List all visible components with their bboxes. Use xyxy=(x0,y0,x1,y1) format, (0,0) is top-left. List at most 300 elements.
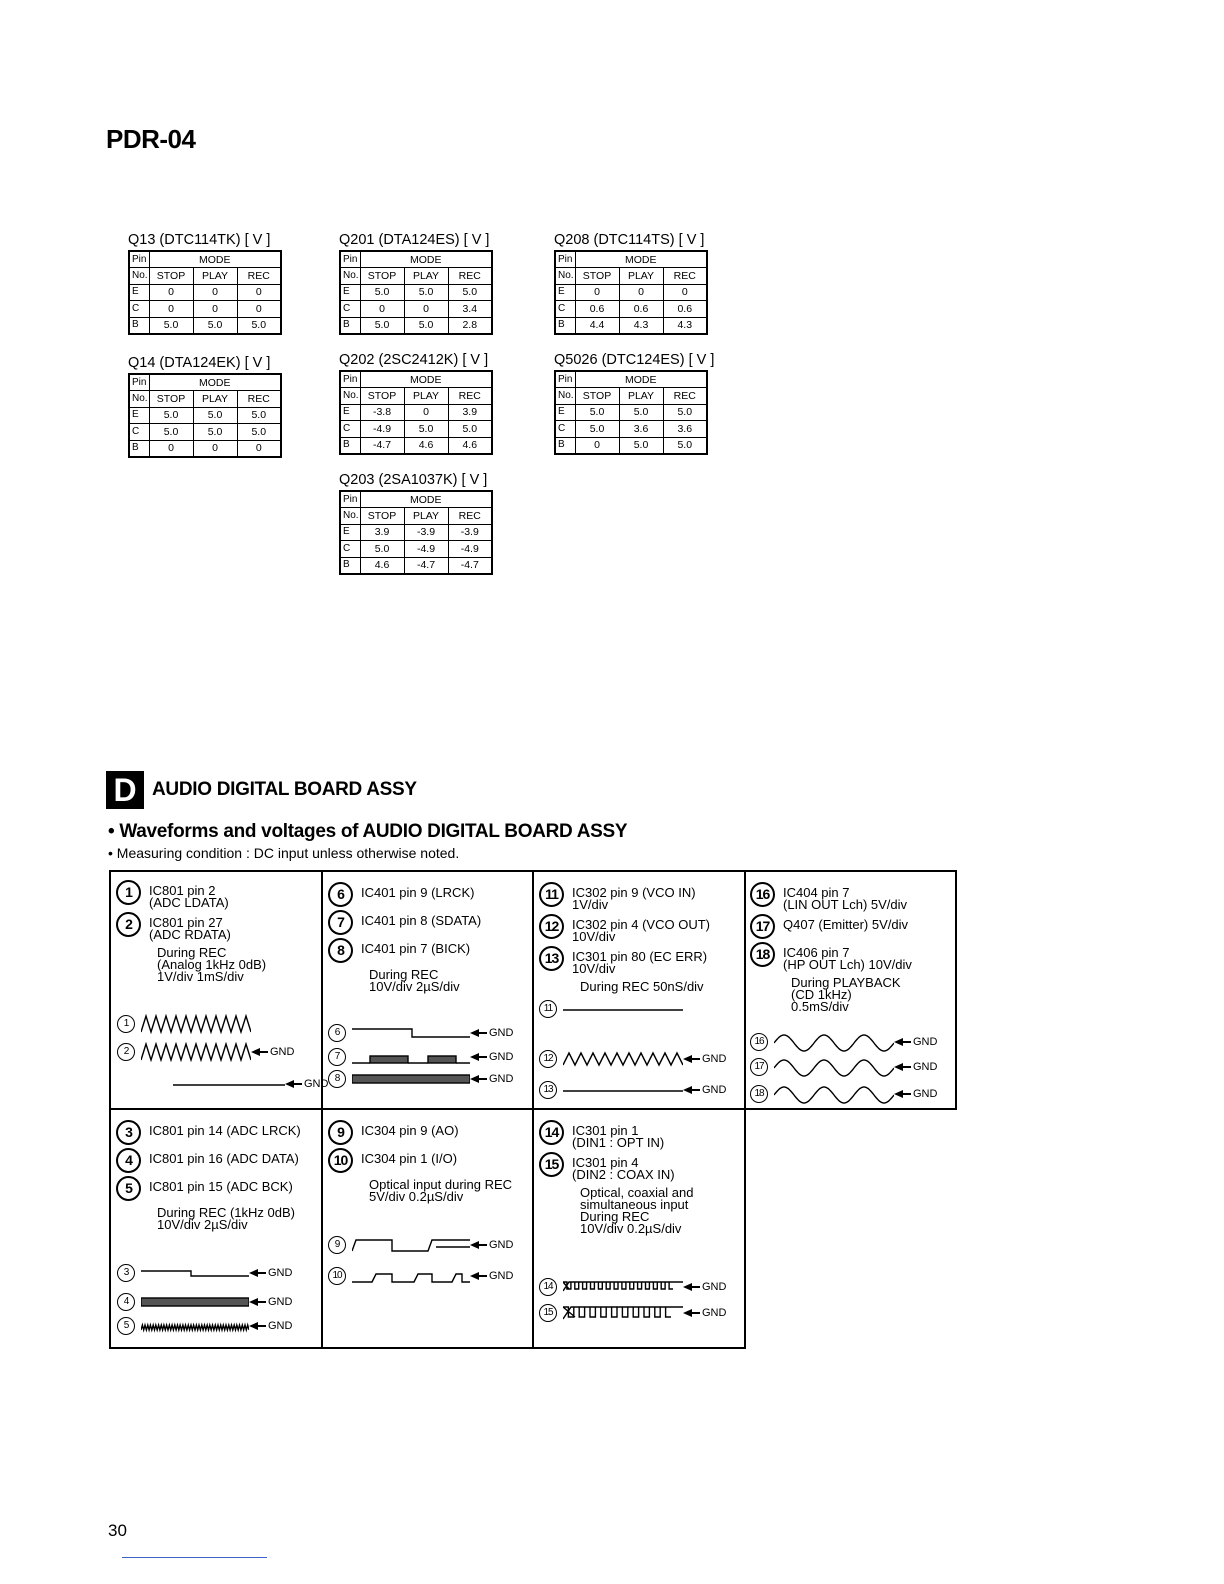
mode-header: MODE xyxy=(360,491,492,508)
table-cell: 3.6 xyxy=(663,421,707,438)
waveform-plot xyxy=(141,1014,251,1034)
gnd-label: GND xyxy=(270,1046,295,1058)
mode-header: MODE xyxy=(360,251,492,268)
probe-number: 18 xyxy=(750,942,775,967)
table-cell: -3.9 xyxy=(404,524,448,541)
table-caption: Q208 (DTC114TS) [ V ] xyxy=(554,232,705,248)
table-cell: 5.0 xyxy=(404,421,448,438)
table-cell: 5.0 xyxy=(404,317,448,334)
table-row xyxy=(555,317,707,334)
measuring-condition: • Measuring condition : DC input unless otherwise noted. xyxy=(108,845,460,861)
table-cell: 5.0 xyxy=(193,424,237,441)
stop-header: STOP xyxy=(149,391,193,408)
mode-header: MODE xyxy=(575,251,707,268)
table-cell: 0.6 xyxy=(663,301,707,318)
page-number: 30 xyxy=(108,1521,127,1540)
pin-header: Pin xyxy=(129,251,149,268)
gnd-marker xyxy=(249,1296,292,1308)
no-header: No. xyxy=(340,268,360,285)
table-cell: E xyxy=(129,407,149,424)
probe-number: 13 xyxy=(539,946,564,971)
table-cell: 0 xyxy=(404,301,448,318)
waveform-cell-16 xyxy=(750,882,950,1013)
table-cell: 0 xyxy=(575,437,619,454)
pin-header: Pin xyxy=(555,371,575,388)
table-cell: C xyxy=(129,301,149,318)
play-header: PLAY xyxy=(193,268,237,285)
probe-point-11 xyxy=(539,882,739,911)
voltage-table-q13 xyxy=(128,230,284,335)
waveform-trace-6 xyxy=(328,1022,513,1044)
table-cell: B xyxy=(555,437,575,454)
section-badge: D xyxy=(106,771,144,809)
probe-number: 8 xyxy=(328,938,353,963)
rec-header: REC xyxy=(237,391,281,408)
stop-header: STOP xyxy=(360,508,404,525)
trace-label: 7 xyxy=(328,1048,346,1066)
table-row xyxy=(555,301,707,318)
table-cell: B xyxy=(340,317,360,334)
trace-label: 18 xyxy=(750,1085,768,1103)
waveform-trace-4 xyxy=(117,1291,292,1313)
gnd-label: GND xyxy=(489,1239,514,1251)
no-header: No. xyxy=(555,388,575,405)
waveform-plot xyxy=(352,1047,470,1067)
table-cell: 5.0 xyxy=(575,421,619,438)
trace-label: 9 xyxy=(328,1236,346,1254)
probe-description: IC302 pin 4 (VCO OUT) 10V/div xyxy=(572,917,710,944)
pin-header: Pin xyxy=(340,371,360,388)
table-cell: 5.0 xyxy=(360,284,404,301)
measure-condition: During REC (Analog 1kHz 0dB) 1V/div 1mS/div xyxy=(157,945,267,984)
waveform-trace-5 xyxy=(117,1315,292,1337)
gnd-label: GND xyxy=(702,1053,727,1065)
probe-point-15 xyxy=(539,1152,739,1181)
probe-point-12 xyxy=(539,914,739,943)
section-header xyxy=(106,770,417,810)
probe-description: IC302 pin 9 (VCO IN) 1V/div xyxy=(572,885,696,912)
rec-header: REC xyxy=(448,388,492,405)
gnd-label: GND xyxy=(268,1267,293,1279)
measure-condition: During REC 10V/div 2µS/div xyxy=(369,967,460,994)
waveform-cell-14 xyxy=(539,1120,739,1235)
gnd-marker xyxy=(470,1051,513,1063)
trace-label: 10 xyxy=(328,1267,346,1285)
voltage-table xyxy=(554,370,708,455)
voltage-table xyxy=(339,370,493,455)
trace-label: 15 xyxy=(539,1304,557,1322)
rec-header: REC xyxy=(237,268,281,285)
play-header: PLAY xyxy=(404,388,448,405)
table-cell: 5.0 xyxy=(448,421,492,438)
stop-header: STOP xyxy=(360,388,404,405)
table-row xyxy=(340,437,492,454)
table-caption: Q14 (DTA124EK) [ V ] xyxy=(128,355,271,371)
waveform-cell-1 xyxy=(116,880,316,983)
measure-condition: Optical input during REC 5V/div 0.2µS/div xyxy=(369,1177,513,1204)
table-cell: -4.7 xyxy=(404,557,448,574)
rec-header: REC xyxy=(663,268,707,285)
gnd-marker xyxy=(894,1061,937,1073)
stop-header: STOP xyxy=(360,268,404,285)
table-row xyxy=(129,440,281,457)
voltage-table xyxy=(128,250,282,335)
table-cell: 0 xyxy=(237,440,281,457)
no-header: No. xyxy=(129,268,149,285)
probe-number: 14 xyxy=(539,1120,564,1145)
table-cell: 0 xyxy=(237,301,281,318)
table-cell: 0 xyxy=(149,284,193,301)
measure-condition: During REC 50nS/div xyxy=(580,979,704,994)
table-cell: C xyxy=(555,421,575,438)
table-cell: 5.0 xyxy=(149,407,193,424)
probe-number: 10 xyxy=(328,1148,353,1173)
table-cell: -4.9 xyxy=(448,541,492,558)
waveform-plot xyxy=(774,1057,894,1077)
table-cell: 0 xyxy=(575,284,619,301)
table-cell: 5.0 xyxy=(404,284,448,301)
no-header: No. xyxy=(129,391,149,408)
table-row xyxy=(340,284,492,301)
gnd-marker xyxy=(894,1088,937,1100)
waveform-trace-7 xyxy=(328,1046,513,1068)
probe-description: IC304 pin 1 (I/O) xyxy=(361,1151,458,1166)
voltage-table xyxy=(128,373,282,458)
trace-label: 3 xyxy=(117,1264,135,1282)
table-cell: C xyxy=(340,421,360,438)
table-cell: 5.0 xyxy=(149,317,193,334)
section-title: AUDIO DIGITAL BOARD ASSY xyxy=(152,779,417,800)
table-cell: 0 xyxy=(149,440,193,457)
table-caption: Q202 (2SC2412K) [ V ] xyxy=(339,352,489,368)
trace-label: 6 xyxy=(328,1024,346,1042)
trace-label: 12 xyxy=(539,1050,557,1068)
gnd-marker xyxy=(470,1239,513,1251)
table-cell: C xyxy=(340,541,360,558)
voltage-table-q201 xyxy=(339,230,495,335)
probe-point-5 xyxy=(116,1176,316,1201)
table-cell: 4.4 xyxy=(575,317,619,334)
probe-description: IC301 pin 4 (DIN2 : COAX IN) xyxy=(572,1155,675,1182)
gnd-marker xyxy=(251,1046,294,1058)
waveform-trace-1 xyxy=(117,1013,251,1035)
table-caption: Q13 (DTC114TK) [ V ] xyxy=(128,232,271,248)
probe-description: IC401 pin 7 (BICK) xyxy=(361,941,471,956)
probe-point-2 xyxy=(116,912,316,941)
gnd-marker xyxy=(683,1281,726,1293)
waveform-cell-3 xyxy=(116,1120,316,1231)
gnd-marker xyxy=(683,1084,726,1096)
gnd-label: GND xyxy=(304,1078,329,1090)
probe-point-3 xyxy=(116,1120,316,1145)
voltage-table-q203 xyxy=(339,470,495,575)
table-cell: -4.7 xyxy=(360,437,404,454)
play-header: PLAY xyxy=(619,388,663,405)
probe-number: 11 xyxy=(539,882,564,907)
trace-label: 16 xyxy=(750,1033,768,1051)
gnd-label: GND xyxy=(268,1320,293,1332)
probe-number: 16 xyxy=(750,882,775,907)
table-row xyxy=(555,437,707,454)
waveform-grid xyxy=(109,870,957,1349)
table-row xyxy=(129,301,281,318)
probe-description: IC801 pin 16 (ADC DATA) xyxy=(149,1151,299,1166)
table-cell: 0 xyxy=(404,404,448,421)
waveform-plot xyxy=(352,1023,470,1043)
table-caption: Q5026 (DTC124ES) [ V ] xyxy=(554,352,715,368)
gnd-marker xyxy=(470,1073,513,1085)
table-cell: -4.7 xyxy=(448,557,492,574)
table-row xyxy=(340,317,492,334)
probe-number: 17 xyxy=(750,914,775,939)
probe-description: IC801 pin 15 (ADC BCK) xyxy=(149,1179,293,1194)
waveform-trace-16 xyxy=(750,1031,937,1053)
probe-point-8 xyxy=(328,938,528,963)
probe-point-13 xyxy=(539,946,739,975)
gnd-marker xyxy=(470,1027,513,1039)
table-cell: 2.8 xyxy=(448,317,492,334)
waveform-trace-12 xyxy=(539,1048,726,1070)
waveform-trace-9 xyxy=(328,1234,513,1256)
gnd-label: GND xyxy=(913,1036,938,1048)
pin-header: Pin xyxy=(340,251,360,268)
table-row xyxy=(129,284,281,301)
table-cell: 0 xyxy=(619,284,663,301)
play-header: PLAY xyxy=(404,268,448,285)
table-cell: 4.3 xyxy=(619,317,663,334)
gnd-label: GND xyxy=(702,1281,727,1293)
waveform-plot xyxy=(141,1292,249,1312)
gnd-label: GND xyxy=(913,1088,938,1100)
table-cell: 4.6 xyxy=(448,437,492,454)
table-cell: -4.9 xyxy=(360,421,404,438)
table-cell: -3.9 xyxy=(448,524,492,541)
waveform-cell-11 xyxy=(539,882,739,993)
gnd-label: GND xyxy=(489,1027,514,1039)
gnd-marker xyxy=(894,1036,937,1048)
waveform-trace-2 xyxy=(117,1041,294,1063)
waveform-trace-3 xyxy=(117,1262,292,1284)
table-cell: 5.0 xyxy=(237,424,281,441)
gnd-label: GND xyxy=(913,1061,938,1073)
table-row xyxy=(340,404,492,421)
table-cell: 0 xyxy=(149,301,193,318)
waveform-plot xyxy=(563,1303,683,1323)
waveform-trace-14 xyxy=(539,1276,726,1298)
table-row xyxy=(129,424,281,441)
table-cell: B xyxy=(129,440,149,457)
probe-description: Q407 (Emitter) 5V/div xyxy=(783,917,908,932)
table-row xyxy=(555,404,707,421)
trace-label: 1 xyxy=(117,1015,135,1033)
stop-header: STOP xyxy=(149,268,193,285)
voltage-table xyxy=(339,250,493,335)
waveform-plot xyxy=(141,1263,249,1283)
probe-point-7 xyxy=(328,910,528,935)
table-row xyxy=(340,557,492,574)
table-cell: 0 xyxy=(663,284,707,301)
probe-number: 1 xyxy=(116,880,141,905)
table-row xyxy=(129,407,281,424)
table-cell: 0 xyxy=(193,301,237,318)
table-row xyxy=(340,421,492,438)
probe-description: IC401 pin 9 (LRCK) xyxy=(361,885,475,900)
probe-description: IC801 pin 14 (ADC LRCK) xyxy=(149,1123,301,1138)
stop-header: STOP xyxy=(575,388,619,405)
waveform-plot xyxy=(352,1235,470,1255)
table-cell: 0 xyxy=(193,440,237,457)
probe-point-6 xyxy=(328,882,528,907)
gnd-label: GND xyxy=(268,1296,293,1308)
table-row xyxy=(340,301,492,318)
waveform-trace-11 xyxy=(539,998,683,1020)
trace-label: 4 xyxy=(117,1293,135,1311)
waveform-plot xyxy=(774,1032,894,1052)
mode-header: MODE xyxy=(149,251,281,268)
table-cell: 4.6 xyxy=(404,437,448,454)
voltage-table-q202 xyxy=(339,350,495,455)
waveform-trace-18 xyxy=(750,1083,937,1105)
rec-header: REC xyxy=(663,388,707,405)
table-cell: C xyxy=(129,424,149,441)
table-row xyxy=(555,421,707,438)
probe-point-4 xyxy=(116,1148,316,1173)
play-header: PLAY xyxy=(404,508,448,525)
gnd-label: GND xyxy=(489,1270,514,1282)
probe-number: 12 xyxy=(539,914,564,939)
trace-label: 13 xyxy=(539,1081,557,1099)
gnd-label: GND xyxy=(702,1307,727,1319)
gnd-label: GND xyxy=(489,1051,514,1063)
probe-description: IC301 pin 80 (EC ERR) 10V/div xyxy=(572,949,708,976)
waveform-trace-10 xyxy=(328,1265,513,1287)
table-cell: E xyxy=(555,284,575,301)
table-row xyxy=(555,284,707,301)
table-cell: 5.0 xyxy=(149,424,193,441)
waveform-plot xyxy=(563,1049,683,1069)
waveform-plot xyxy=(352,1069,470,1089)
table-cell: 5.0 xyxy=(619,437,663,454)
table-cell: 5.0 xyxy=(193,317,237,334)
waveform-trace-8 xyxy=(328,1068,513,1090)
table-row xyxy=(340,524,492,541)
voltage-table xyxy=(554,250,708,335)
footer-rule xyxy=(122,1557,267,1558)
probe-number: 15 xyxy=(539,1152,564,1177)
gnd-label: GND xyxy=(702,1084,727,1096)
waveform-trace-13 xyxy=(539,1079,726,1101)
voltage-table-q5026 xyxy=(554,350,715,455)
table-cell: 5.0 xyxy=(575,404,619,421)
gnd-marker xyxy=(683,1053,726,1065)
mode-header: MODE xyxy=(149,374,281,391)
pin-header: Pin xyxy=(555,251,575,268)
voltage-table-q14 xyxy=(128,353,284,458)
gnd-marker xyxy=(249,1320,292,1332)
probe-number: 4 xyxy=(116,1148,141,1173)
trace-label: 11 xyxy=(539,1000,557,1018)
waveform-plot xyxy=(141,1316,249,1336)
table-cell: 5.0 xyxy=(448,284,492,301)
table-cell: 5.0 xyxy=(360,541,404,558)
table-cell: E xyxy=(340,404,360,421)
mode-header: MODE xyxy=(575,371,707,388)
waveform-plot xyxy=(774,1084,894,1104)
table-caption: Q203 (2SA1037K) [ V ] xyxy=(339,472,488,488)
probe-number: 6 xyxy=(328,882,353,907)
table-cell: 0 xyxy=(237,284,281,301)
rec-header: REC xyxy=(448,508,492,525)
trace-label: 17 xyxy=(750,1058,768,1076)
table-cell: 5.0 xyxy=(663,437,707,454)
waveform-trace-ref xyxy=(149,1073,328,1095)
table-cell: E xyxy=(340,524,360,541)
table-cell: -3.8 xyxy=(360,404,404,421)
table-cell: B xyxy=(340,557,360,574)
table-cell: 5.0 xyxy=(193,407,237,424)
probe-description: IC801 pin 2 (ADC LDATA) xyxy=(149,883,229,910)
probe-description: IC406 pin 7 (HP OUT Lch) 10V/div xyxy=(783,945,912,972)
waveform-plot xyxy=(563,1080,683,1100)
waveform-cell-6 xyxy=(328,882,528,993)
probe-description: IC801 pin 27 (ADC RDATA) xyxy=(149,915,231,942)
probe-number: 3 xyxy=(116,1120,141,1145)
no-header: No. xyxy=(555,268,575,285)
gnd-marker xyxy=(285,1078,328,1090)
probe-number: 5 xyxy=(116,1176,141,1201)
table-cell: E xyxy=(555,404,575,421)
waveforms-heading: • Waveforms and voltages of AUDIO DIGITAL BOARD ASSY xyxy=(108,821,628,842)
waveform-plot xyxy=(352,1266,470,1286)
table-cell: B xyxy=(340,437,360,454)
trace-label: 14 xyxy=(539,1278,557,1296)
table-row xyxy=(340,541,492,558)
table-cell: C xyxy=(555,301,575,318)
waveform-plot xyxy=(563,1277,683,1297)
probe-point-10 xyxy=(328,1148,528,1173)
table-cell: 5.0 xyxy=(619,404,663,421)
probe-description: IC304 pin 9 (AO) xyxy=(361,1123,459,1138)
table-cell: 3.6 xyxy=(619,421,663,438)
table-cell: -4.9 xyxy=(404,541,448,558)
probe-number: 9 xyxy=(328,1120,353,1145)
gnd-marker xyxy=(470,1270,513,1282)
probe-point-18 xyxy=(750,942,950,971)
no-header: No. xyxy=(340,508,360,525)
probe-point-1 xyxy=(116,880,316,909)
table-row xyxy=(129,317,281,334)
measure-condition: During REC (1kHz 0dB) 10V/div 2µS/div xyxy=(157,1205,295,1232)
measure-condition: Optical, coaxial and simultaneous input During REC 10V/div 0.2µS/div xyxy=(580,1185,694,1236)
waveform-plot xyxy=(563,999,683,1019)
play-header: PLAY xyxy=(193,391,237,408)
probe-number: 7 xyxy=(328,910,353,935)
mode-header: MODE xyxy=(360,371,492,388)
table-cell: 0.6 xyxy=(619,301,663,318)
gnd-marker xyxy=(683,1307,726,1319)
probe-description: IC301 pin 1 (DIN1 : OPT IN) xyxy=(572,1123,665,1150)
table-cell: 5.0 xyxy=(663,404,707,421)
waveform-trace-17 xyxy=(750,1056,937,1078)
rec-header: REC xyxy=(448,268,492,285)
gnd-marker xyxy=(249,1267,292,1279)
waveform-trace-15 xyxy=(539,1302,726,1324)
voltage-table xyxy=(339,490,493,575)
table-cell: 4.6 xyxy=(360,557,404,574)
waveform-cell-9 xyxy=(328,1120,528,1203)
gnd-label: GND xyxy=(489,1073,514,1085)
voltage-table-q208 xyxy=(554,230,710,335)
